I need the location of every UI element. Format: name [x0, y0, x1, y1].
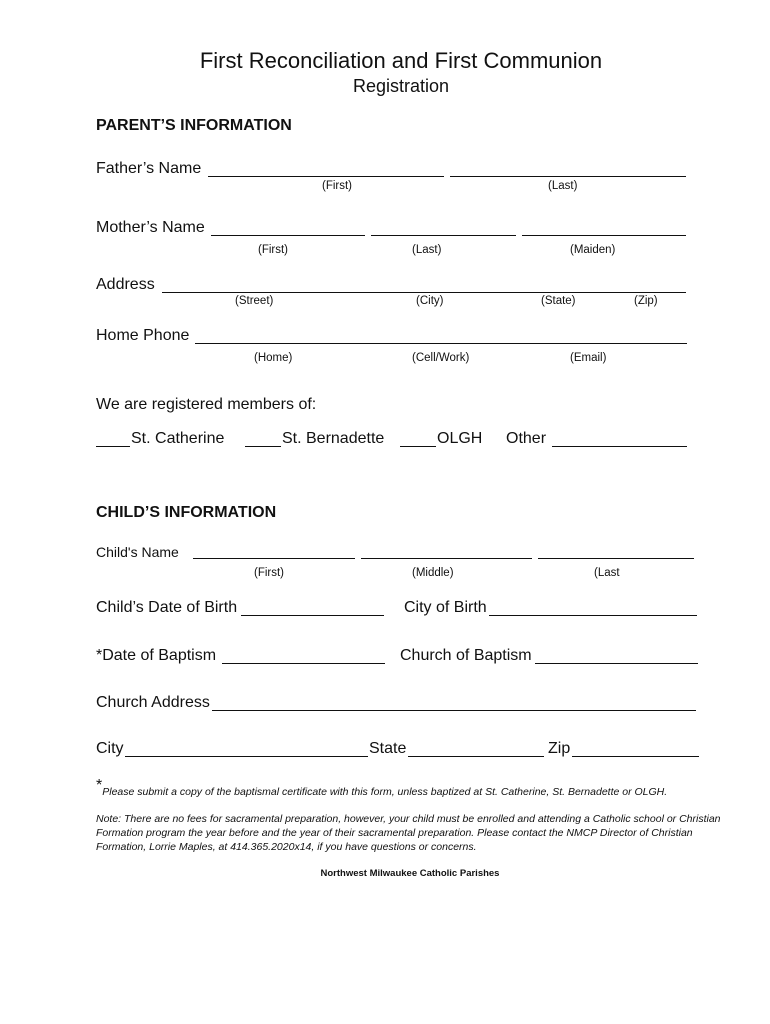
parent-section-heading: PARENT’S INFORMATION	[96, 117, 292, 134]
child-dob-label: Child’s Date of Birth	[96, 599, 238, 616]
child-middle-caption: (Middle)	[412, 567, 454, 579]
street-caption: (Street)	[235, 295, 274, 307]
church-city-field[interactable]	[125, 756, 368, 757]
footer-parish-name: Northwest Milwaukee Catholic Parishes	[320, 868, 500, 879]
baptism-date-label: *Date of Baptism	[96, 647, 217, 664]
asterisk-mark: *	[96, 777, 103, 794]
city-of-birth-label: City of Birth	[404, 599, 487, 616]
st-catherine-label: St. Catherine	[131, 430, 225, 447]
child-middle-name-field[interactable]	[361, 558, 532, 559]
st-bernadette-label: St. Bernadette	[282, 430, 385, 447]
church-zip-field[interactable]	[572, 756, 699, 757]
church-of-baptism-label: Church of Baptism	[400, 647, 532, 664]
church-state-label: State	[369, 740, 407, 757]
olgh-label: OLGH	[437, 430, 483, 447]
form-subtitle: Registration	[352, 76, 450, 96]
father-first-name-field[interactable]	[208, 176, 444, 177]
home-phone-label: Home Phone	[96, 327, 190, 344]
address-label: Address	[96, 276, 155, 293]
mother-maiden-name-field[interactable]	[522, 235, 686, 236]
church-address-field[interactable]	[212, 710, 696, 711]
child-section-heading: CHILD’S INFORMATION	[96, 504, 277, 521]
home-phone-caption: (Home)	[254, 352, 293, 364]
father-last-caption: (Last)	[548, 180, 578, 192]
child-last-name-field[interactable]	[538, 558, 694, 559]
registered-members-label: We are registered members of:	[96, 396, 317, 413]
other-parish-label: Other	[506, 430, 547, 447]
city-caption: (City)	[416, 295, 444, 307]
st-bernadette-checkbox[interactable]	[245, 446, 281, 447]
church-city-label: City	[96, 740, 124, 757]
mother-last-caption: (Last)	[412, 244, 442, 256]
mother-maiden-caption: (Maiden)	[570, 244, 616, 256]
city-of-birth-field[interactable]	[489, 615, 697, 616]
email-caption: (Email)	[570, 352, 607, 364]
father-last-name-field[interactable]	[450, 176, 686, 177]
olgh-checkbox[interactable]	[400, 446, 436, 447]
baptism-certificate-note-block	[96, 776, 736, 798]
child-first-caption: (First)	[254, 567, 285, 579]
fees-note: Note: There are no fees for sacramental preparation, however, your child must be enrolled and attending a Catholic school or Christian Formation program the year before and the year of their sacramental preparation. Please contact the NMCP Director of Christian Formation, Lorrie Maples, at 414.365.2020x14, if you have questions or concerns.	[96, 813, 721, 853]
state-caption: (State)	[541, 295, 576, 307]
church-of-baptism-field[interactable]	[535, 663, 698, 664]
child-first-name-field[interactable]	[193, 558, 355, 559]
address-field[interactable]	[162, 292, 686, 293]
child-name-label: Child's Name	[96, 544, 179, 560]
mother-name-label: Mother’s Name	[96, 219, 205, 236]
form-title: First Reconciliation and First Communion	[199, 48, 603, 73]
zip-caption: (Zip)	[634, 295, 658, 307]
st-catherine-checkbox[interactable]	[96, 446, 130, 447]
mother-first-name-field[interactable]	[211, 235, 365, 236]
church-address-label: Church Address	[96, 694, 210, 711]
church-state-field[interactable]	[408, 756, 544, 757]
father-first-caption: (First)	[322, 180, 353, 192]
phone-email-field[interactable]	[195, 343, 687, 344]
mother-last-name-field[interactable]	[371, 235, 516, 236]
mother-first-caption: (First)	[258, 244, 289, 256]
cell-work-caption: (Cell/Work)	[412, 352, 470, 364]
child-last-caption: (Last	[594, 567, 620, 579]
baptism-date-field[interactable]	[222, 663, 385, 664]
father-name-label: Father’s Name	[96, 160, 202, 177]
baptism-certificate-note: Please submit a copy of the baptismal certificate with this form, unless baptized at St. Catherine, St. Bernadette or OLGH.	[102, 786, 668, 798]
child-dob-field[interactable]	[241, 615, 384, 616]
other-parish-field[interactable]	[552, 446, 687, 447]
church-zip-label: Zip	[548, 740, 571, 757]
